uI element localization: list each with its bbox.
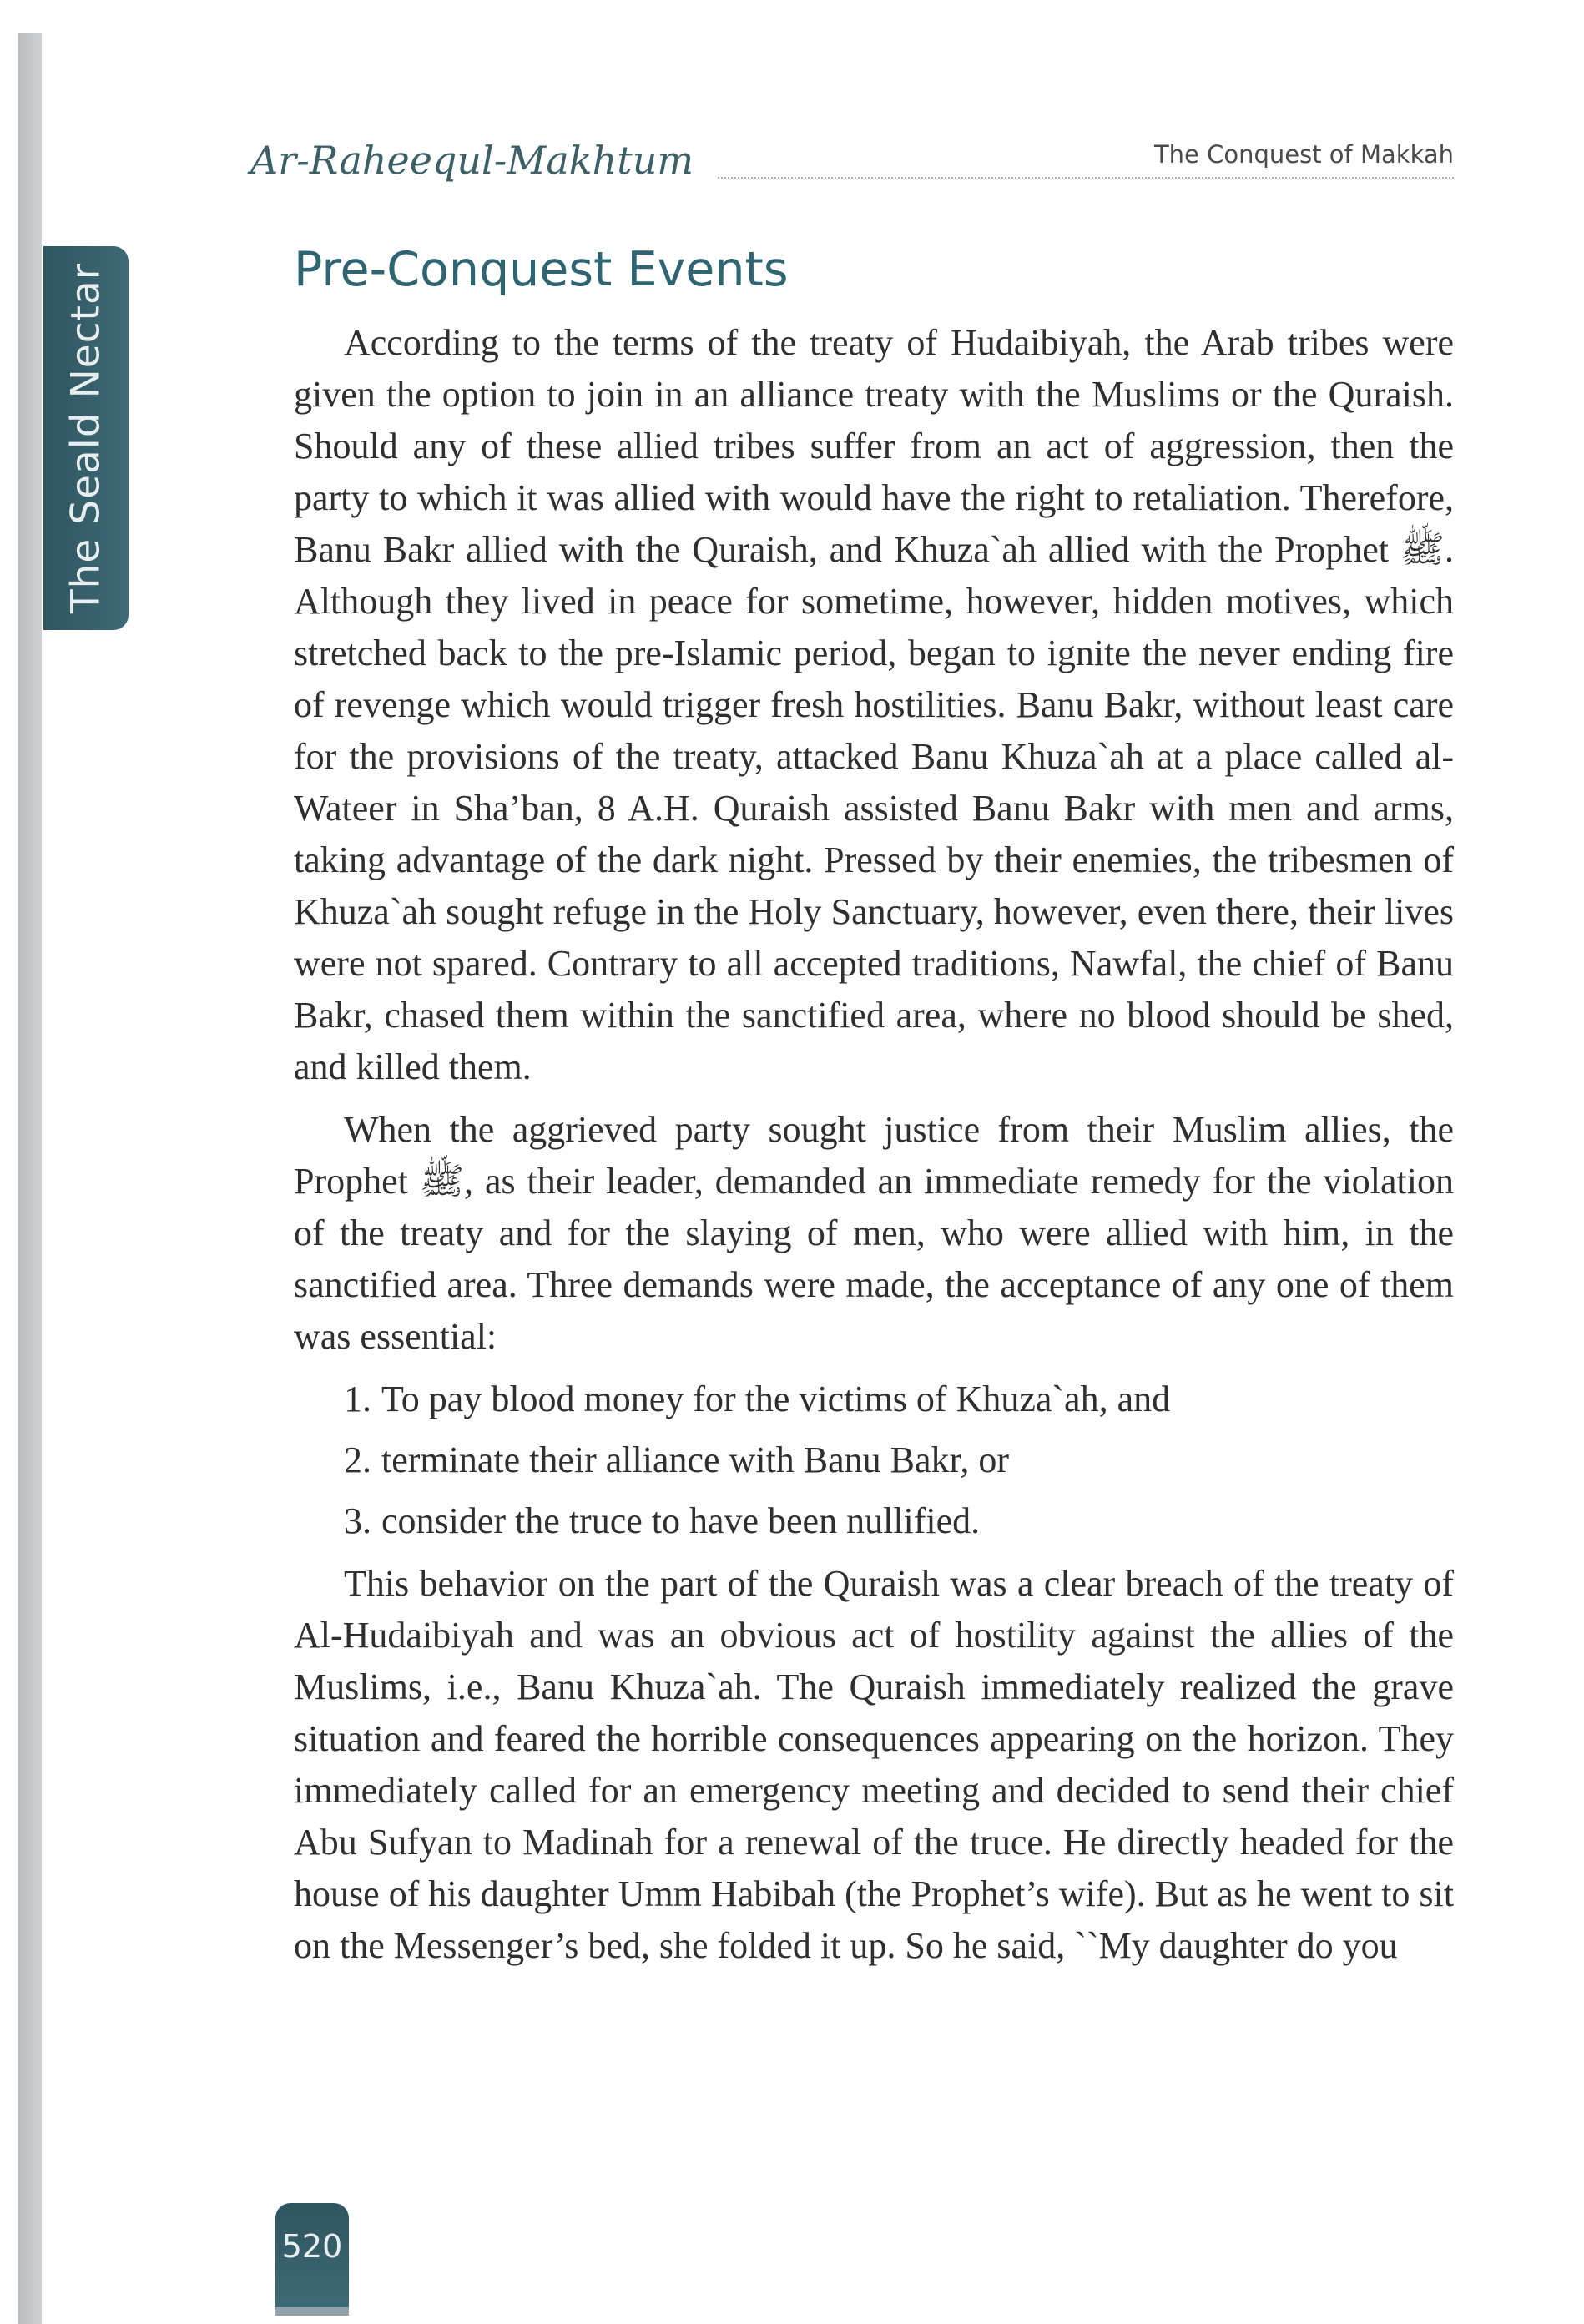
paragraph: When the aggrieved party sought justice from their Muslim allies, the Prophet ﷺ, as their leader, demanded an immediate remedy for the violation of the treaty and for the slaying of men, who were allied with him, in the sanctified area. Three demands were made, the acceptance of any one of them was essential:	[294, 1109, 1454, 1357]
running-header-chapter: The Conquest of Makkah	[1153, 140, 1454, 169]
list-item	[344, 1374, 1454, 1425]
page-number-tab	[275, 2203, 349, 2307]
body-text	[294, 317, 1454, 1983]
list-item-text: To pay blood money for the victims of Khuza`ah, and	[381, 1379, 1171, 1419]
header-dotted-rule	[718, 177, 1454, 179]
paragraph: This behavior on the part of the Quraish was a clear breach of the treaty of Al-Hudaibiyah and was an obvious act of hostility against the allies of the Muslims, i.e., Banu Khuza`ah. The Quraish immediately realized the grave situation and feared the horrible consequences appearing on the horizon. They immediately called for an emergency meeting and decided to send their chief Abu Sufyan to Madinah for a renewal of the truce. He directly headed for the house of his daughter Umm Habibah (the Prophet’s wife). But as he went to sit on the Messenger’s bed, she folded it up. So he said, ``My daughter do you	[294, 1563, 1454, 1966]
paragraph: According to the terms of the treaty of Hudaibiyah, the Arab tribes were given the option to join in an alliance treaty with the Muslims or the Quraish. Should any of these allied tribes suffer from an act of aggression, then the party to which it was allied with would have the right to retaliation. Therefore, Banu Bakr allied with the Quraish, and Khuza`ah allied with the Prophet ﷺ. Although they lived in peace for sometime, however, hidden motives, which stretched back to the pre-Islamic period, began to ignite the never ending fire of revenge which would trigger fresh hostilities. Banu Bakr, without least care for the provisions of the treaty, attacked Banu Khuza`ah at a place called al-Wateer in Sha’ban, 8 A.H. Quraish assisted Banu Bakr with men and arms, taking advantage of the dark night. Pressed by their enemies, the tribesmen of Khuza`ah sought refuge in the Holy Sanctuary, however, even there, their lives were not spared. Contrary to all accepted traditions, Nawfal, the chief of Banu Bakr, chased them within the sanctified area, where no blood should be shed, and killed them.	[294, 322, 1454, 1087]
list-item	[344, 1434, 1454, 1486]
page-number-base	[275, 2307, 349, 2316]
section-heading: Pre-Conquest Events	[294, 242, 789, 297]
list-item	[344, 1495, 1454, 1547]
list-item-text: terminate their alliance with Banu Bakr, or	[381, 1439, 1010, 1480]
list-number: 1.	[344, 1379, 371, 1419]
running-header-book-title: Ar-Raheequl-Makhtum	[250, 138, 694, 183]
side-tab-label: The Seald Nectar	[63, 262, 109, 614]
page-number: 520	[281, 2228, 343, 2265]
list-item-text: consider the truce to have been nullified.	[381, 1500, 981, 1541]
list-number: 2.	[344, 1439, 371, 1480]
page-edge-bar	[18, 33, 42, 2324]
demands-list	[294, 1374, 1454, 1547]
list-number: 3.	[344, 1500, 371, 1541]
